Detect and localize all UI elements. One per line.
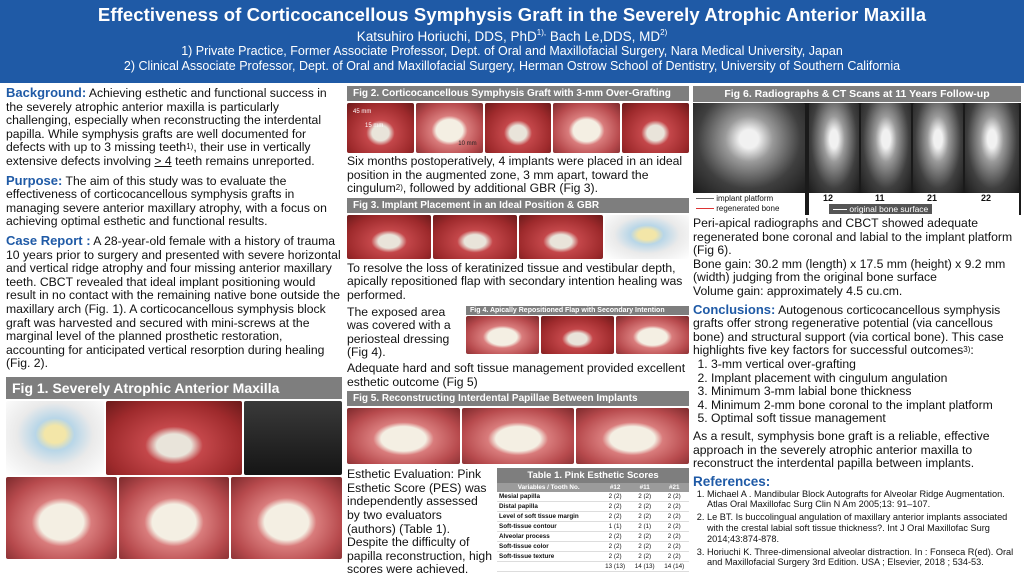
references-list [707, 489, 1021, 569]
pes-table-header-row [497, 483, 689, 492]
bone-gain-text: Bone gain: 30.2 mm (length) x 17.5 mm (height) x 9.2 mm (width) judging from the original bone surface [693, 256, 1006, 285]
conclusions-text-b: : [970, 343, 974, 358]
fig4-photo-1 [466, 316, 539, 354]
key-factors-list [711, 358, 1021, 426]
fig5-photo-2 [462, 408, 575, 464]
list-item: 4. Minimum 2-mm bone coronal to the implant platform [711, 399, 1021, 413]
table-row [497, 532, 689, 542]
fig2-screws-photo [485, 103, 552, 153]
author-2-sup: 2) [660, 28, 668, 37]
background-section [6, 86, 342, 169]
table-cell: 2 (2) [659, 552, 689, 562]
fig5-photo-3 [576, 408, 689, 464]
tooth-12: 12 [823, 193, 834, 203]
fig6-tooth-labels [809, 193, 1019, 215]
author-2: Bach Le,DDS, MD [549, 29, 661, 44]
authors-line [0, 29, 1024, 44]
table-cell: 2 (2) [659, 542, 689, 552]
pes-header-12: #12 [600, 483, 630, 492]
conclusions-text-a: Autogenous corticocancellous symphysis grafts offer strong regenerative potential (via cancellous bone) and structural support (via cortical bone). This case highlights five key factors for successful outcomes [693, 302, 1004, 358]
legend-platform-label: implant platform [716, 194, 774, 203]
fig6-ct-12 [809, 103, 859, 193]
fig6-title: Fig 6. Radiographs & CT Scans at 11 Years Follow-up [693, 86, 1021, 102]
fig3-photo-4 [605, 215, 689, 259]
column-middle [347, 86, 689, 576]
table-cell: 2 (2) [600, 542, 630, 552]
fig1-title: Fig 1. Severely Atrophic Anterior Maxilla [6, 377, 342, 399]
fig2-photos [347, 103, 689, 153]
legend-regenerated-label: regenerated bone [716, 204, 780, 213]
legend-platform [696, 194, 802, 204]
table-cell: 1 (1) [600, 522, 630, 532]
pes-table-block [497, 468, 689, 576]
result-text: As a result, symphysis bone graft is a reliable, effective approach in the severely atrophic anterior maxilla to reconstruct the interdental papilla between implants. [693, 428, 990, 471]
fig1-model-photo [6, 401, 104, 475]
fig1-frontal-photo-1 [6, 477, 117, 559]
table-cell: 2 (2) [600, 502, 630, 512]
fig6-images [693, 103, 1021, 215]
legend-original-label: original bone surface [849, 204, 929, 214]
fig3-photo-3 [519, 215, 603, 259]
volume-gain-text: Volume gain: approximately 4.5 cu.cm. [693, 283, 903, 298]
background-sup: 1) [186, 142, 194, 152]
case-report-section [6, 234, 342, 371]
conclusions-sup: 3) [963, 345, 971, 355]
background-heading: Background: [6, 85, 87, 100]
table-cell: 2 (2) [600, 512, 630, 522]
tooth-22: 22 [981, 193, 992, 203]
legend-regenerated [696, 204, 802, 214]
conclusions-section [693, 303, 1021, 358]
table-cell: 2 (2) [630, 542, 660, 552]
legend-original [829, 204, 932, 214]
list-item: 2. Implant placement with cingulum angulation [711, 372, 1021, 386]
fig3-photo-1 [347, 215, 431, 259]
fig2-label-15mm: 15 mm [365, 123, 384, 129]
table-cell: Soft-tissue contour [497, 522, 600, 532]
table-cell: 13 (13) [600, 562, 630, 572]
purpose-text: The aim of this study was to evaluate the effectiveness of corticocancellous symphysis grafts in managing severe anterior maxillary atrophy, with a focus on achieving optimal esthetic and functional results. [6, 173, 327, 229]
table-row [497, 502, 689, 512]
affiliation-1: 1) Private Practice, Former Associate Professor, Dept. of Oral and Maxillofacial Surgery, Nara Medical University, Japan [181, 44, 843, 58]
table-cell [497, 562, 600, 572]
table-total-row [497, 562, 689, 572]
fig2-graft-photo [347, 103, 414, 153]
fig6-ct-22 [965, 103, 1019, 193]
column-right [693, 86, 1021, 570]
fig2-text-a: Six months postoperatively, 4 implants were placed in an ideal position in the augmented zone, 3 mm apart, toward the cingulum [347, 154, 683, 196]
table-cell: 2 (2) [600, 532, 630, 542]
affiliation-2: 2) Clinical Associate Professor, Dept. of Oral and Maxillofacial Surgery, Herman Ostrow School of Dentistry, University of Southern California [123, 59, 901, 73]
table-cell: 2 (2) [630, 502, 660, 512]
table-cell: 2 (1) [630, 522, 660, 532]
background-text-a: Achieving esthetic and functional success in the severely atrophic anterior maxilla is particularly challenging, especially when reconstructing the interdental papilla. While symphysis grafts are well documented for defects with up to 3 missing teeth [6, 86, 327, 155]
conclusions-heading: Conclusions: [693, 301, 776, 317]
fig6-ct-11 [861, 103, 911, 193]
author-1-sup: 1), [536, 28, 547, 37]
table-cell: Alveolar process [497, 532, 600, 542]
table-cell: Soft-tissue texture [497, 552, 600, 562]
background-text-c: > 4 [154, 153, 172, 168]
reference-item: 3. Horiuchi K. Three-dimensional alveolar distraction. In : Fonseca R(ed). Oral and Maxillofacial Surgery 3rd Edition. USA ; Elsevier, 2018 ; 534-53. [707, 547, 1021, 569]
fig4-photos [466, 316, 689, 354]
author-1: Katsuhiro Horiuchi, DDS, PhD [356, 29, 537, 44]
tooth-21: 21 [927, 193, 938, 203]
fig2-healed-photo [553, 103, 620, 153]
fig1-frontal-photo-2 [119, 477, 230, 559]
fig6-legend-left [693, 193, 805, 215]
table-cell: 2 (2) [630, 532, 660, 542]
table-cell: 2 (2) [659, 512, 689, 522]
column-left [6, 86, 342, 559]
reference-item: 1. Michael A . Mandibular Block Autografts for Alveolar Ridge Augmentation. Atlas Oral Maxillofac Surg Clin N Am 2005;13: 91–107. [707, 489, 1021, 511]
table-cell: Mesial papilla [497, 492, 600, 502]
fig6-periapical-xray [693, 103, 805, 193]
fig4-photo-2 [541, 316, 614, 354]
table-cell: 2 (2) [600, 492, 630, 502]
fig2-harvest-photo [416, 103, 483, 153]
table-cell: 2 (2) [630, 552, 660, 562]
fig6-ct-21 [913, 103, 963, 193]
table-cell: 2 (2) [600, 552, 630, 562]
fig2-site-photo [622, 103, 689, 153]
fig3-photo-2 [433, 215, 517, 259]
fig2-label-10mm: 10 mm [458, 141, 477, 147]
fig2-text-sup: 2) [395, 183, 403, 193]
fig1-cbct-photo [244, 401, 342, 475]
table-cell: Level of soft tissue margin [497, 512, 600, 522]
table-cell: Distal papilla [497, 502, 600, 512]
table-row [497, 522, 689, 532]
case-report-heading: Case Report : [6, 232, 91, 248]
fig2-text [347, 155, 689, 196]
fig6-text: Peri-apical radiographs and CBCT showed adequate regenerated bone coronal and labial to the implant platform (Fig 6). [693, 216, 1013, 258]
fig5-photos [347, 408, 689, 464]
table-row [497, 492, 689, 502]
list-item: 1. 3-mm vertical over-grafting [711, 358, 1021, 372]
table-cell: 14 (14) [659, 562, 689, 572]
pes-header-11: #11 [630, 483, 660, 492]
poster-header [0, 0, 1024, 83]
fig4-text: The exposed area was covered with a periosteal dressing (Fig 4). [347, 304, 451, 360]
fig4-block [347, 306, 689, 360]
table-row [497, 512, 689, 522]
table-cell: 2 (2) [630, 512, 660, 522]
table-cell: 2 (2) [659, 502, 689, 512]
fig1-frontal-photo-3 [231, 477, 342, 559]
pes-table [497, 483, 689, 572]
fig1-row-top [6, 401, 342, 475]
fig1-occlusal-photo [106, 401, 243, 475]
case-report-text: A 28-year-old female with a history of trauma 10 years prior to surgery and presented with severe horizontal and vertical ridge atrophy and four missing anterior maxillary teeth. CBCT revealed that ideal implant positioning would result in no contact with the remaining native bone outside the maxillary arch (Fig. 1). A corticocancellous symphysis block graft was harvested and secured with mini-screws at the marginal level of the planned prosthetic restoration, accounting for anticipated vertical resorption during healing (Fig. 2). [6, 233, 341, 371]
list-item: 3. Minimum 3-mm labial bone thickness [711, 385, 1021, 399]
table-cell: 14 (13) [630, 562, 660, 572]
fig4-photo-3 [616, 316, 689, 354]
esthetic-text: Esthetic Evaluation: Pink Esthetic Score (PES) was independently assessed by two evaluators (authors) (Table 1). Despite the difficulty of papilla reconstruction, high scores were achieved. [347, 467, 492, 576]
table-cell: 2 (2) [659, 492, 689, 502]
fig2-text-b: , followed by additional GBR (Fig 3). [402, 181, 598, 196]
fig3-title: Fig 3. Implant Placement in an Ideal Position & GBR [347, 198, 689, 213]
fig3-photos [347, 215, 689, 259]
fig4-figure [466, 306, 689, 360]
purpose-section [6, 174, 342, 229]
pes-header-21: #21 [659, 483, 689, 492]
fig1-row-bottom [6, 477, 342, 559]
table-row [497, 552, 689, 562]
reference-item: 2. Le BT. Is buccolingual angulation of maxillary anterior implants associated with the crestal labial soft tissue thickness?. Int J Oral Maxillofac Surg 2014;43:874-878. [707, 512, 1021, 544]
purpose-heading: Purpose: [6, 172, 63, 188]
table-cell: 2 (2) [630, 492, 660, 502]
references-heading: References: [693, 473, 771, 489]
pes-table-title: Table 1. Pink Esthetic Scores [497, 468, 689, 483]
list-item: 5. Optimal soft tissue management [711, 412, 1021, 426]
background-text-b: , their use in vertically extensive defects involving [6, 140, 311, 168]
fig4-after-text: Adequate hard and soft tissue management provided excellent esthetic outcome (Fig 5) [347, 360, 686, 389]
pes-header-variables: Variables / Tooth No. [497, 483, 600, 492]
fig3-text: To resolve the loss of keratinized tissue and vestibular depth, apically repositioned flap with secondary intention healing was performed. [347, 260, 683, 302]
fig2-label-45mm: 45 mm [353, 109, 372, 115]
background-text-d: teeth remains unreported. [175, 153, 315, 168]
tooth-11: 11 [875, 193, 885, 203]
fig2-title: Fig 2. Corticocancellous Symphysis Graft with 3-mm Over-Grafting [347, 86, 689, 101]
fig5-title: Fig 5. Reconstructing Interdental Papillae Between Implants [347, 391, 689, 406]
poster-title: Effectiveness of Corticocancellous Symphysis Graft in the Severely Atrophic Anterior Maxilla [97, 4, 927, 25]
table-cell: 2 (2) [659, 532, 689, 542]
table-row [497, 542, 689, 552]
fig5-photo-1 [347, 408, 460, 464]
table-cell: Soft-tissue color [497, 542, 600, 552]
table-cell: 2 (2) [659, 522, 689, 532]
fig4-title: Fig 4. Apically Repositioned Flap with Secondary Intention [466, 306, 689, 315]
esthetic-block [347, 468, 689, 576]
